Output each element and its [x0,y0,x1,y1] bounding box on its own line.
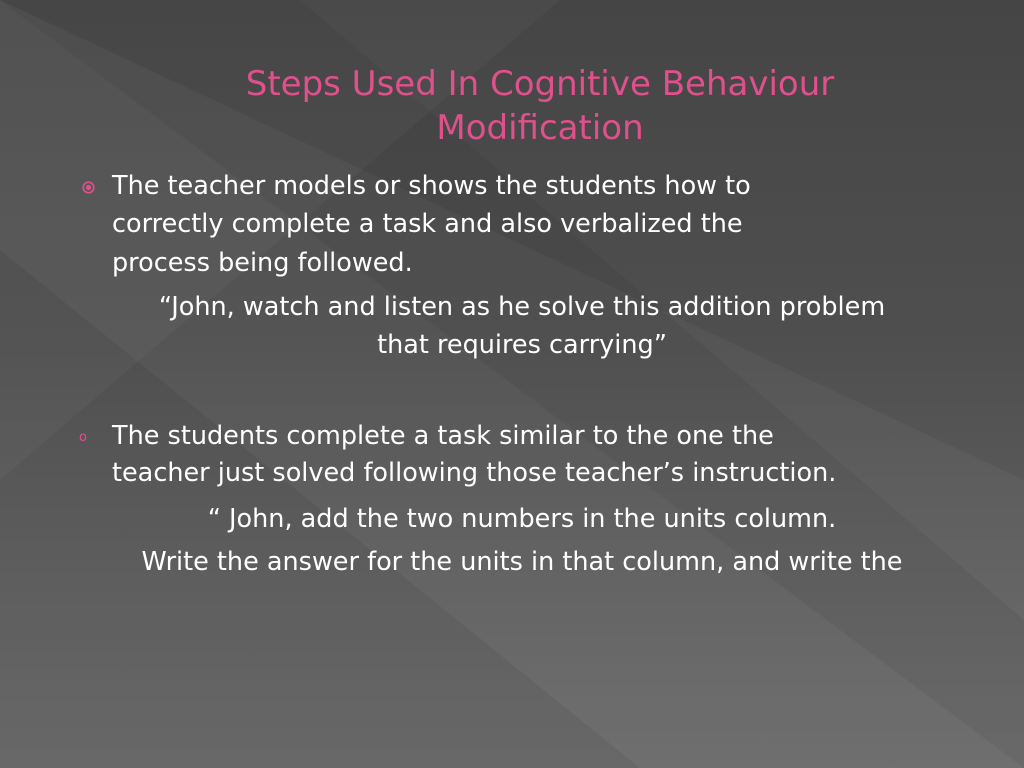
quote-1-line-1: “John, watch and listen as he solve this addition problem [158,292,886,322]
slide-title-line-2: Modification [436,108,644,148]
slide-title-line-1: Steps Used In Cognitive Behaviour [245,64,835,104]
quote-1-line-2: that requires carrying” [377,330,667,360]
quote-2-line-1: “ John, add the two numbers in the units column. [207,504,837,534]
bullet-2-line-2: teacher just solved following those teacher’s instruction. [112,458,837,488]
bullet-2-line-1: The students complete a task similar to the one the [112,421,774,451]
bullet-1-line-2: correctly complete a task and also verbalized the [112,209,743,239]
quote-2-line-2: Write the answer for the units in that column, and write the [141,547,903,577]
target-bullet-icon [82,181,95,194]
slide-title [160,62,920,150]
bullet-1-line-3: process being followed. [112,248,413,278]
ring-bullet-icon: o [79,430,87,445]
bullet-1-line-1: The teacher models or shows the students how to [112,171,751,201]
